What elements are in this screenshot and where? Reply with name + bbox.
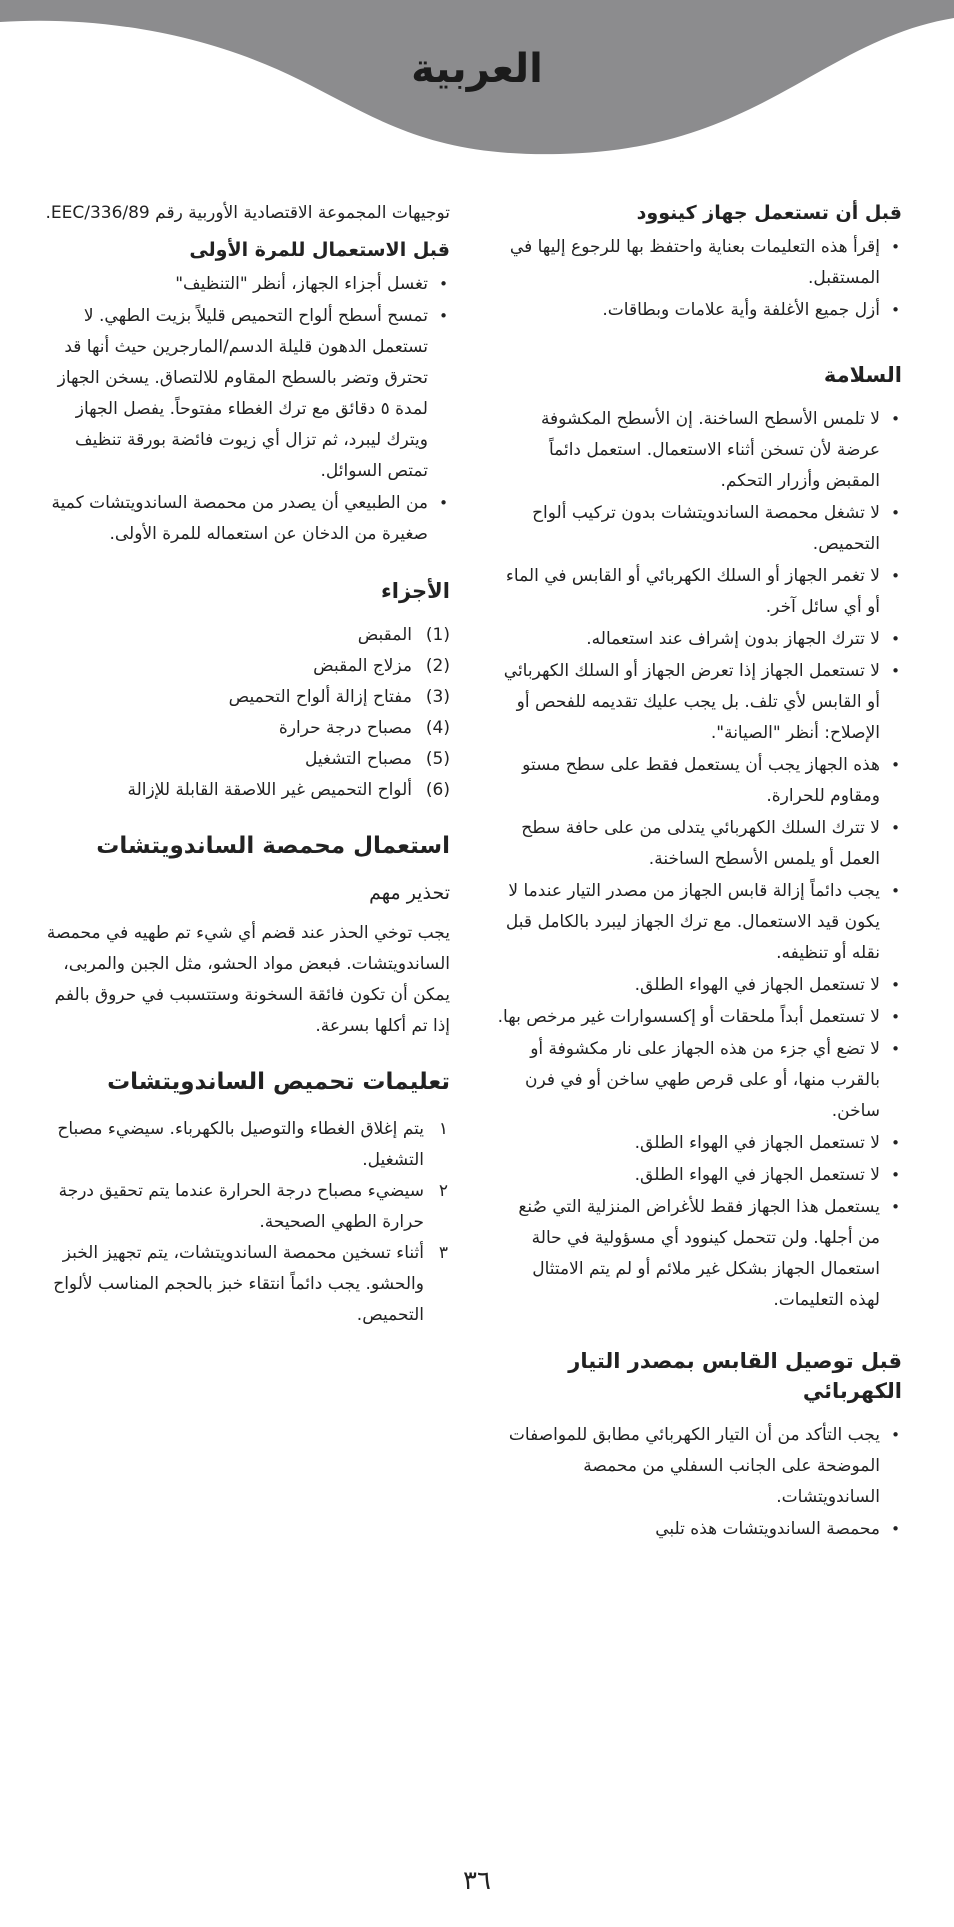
parts-list — [42, 620, 450, 806]
step-number: ٣ — [438, 1243, 448, 1263]
warning-text: يجب توخي الحذر عند قضم أي شيء تم طهيه في محمصة الساندويتشات. فبعض مواد الحشو، مثل الجبن والمربى، يمكن أن تكون فائقة السخونة وستتسبب في حروق بالفم إذا تم أكلها بسرعة. — [46, 923, 450, 1036]
list-item: • يستعمل هذا الجهاز فقط للأغراض المنزلية التي صُنع من أجلها. ولن تتحمل كينوود أي مسؤولية في حالة استعمال الجهاز بشكل غير ملائم أو لم يتم الامتثال لهذه التعليمات. — [497, 1192, 902, 1316]
list-item: • إقرأ هذه التعليمات بعناية واحتفظ بها للرجوع إليها في المستقبل. — [497, 232, 902, 294]
list-item: • لا تترك السلك الكهربائي يتدلى من على حافة سطح العمل أو يلمس الأسطح الساخنة. — [497, 813, 902, 875]
part-label: مصباح التشغيل — [305, 749, 412, 769]
before-use-list — [497, 232, 902, 326]
toasting-steps — [42, 1114, 450, 1331]
list-item: • لا تغمر الجهاز أو السلك الكهربائي أو القابس في الماء أو أي سائل آخر. — [497, 561, 902, 623]
step-item — [42, 1176, 450, 1238]
list-item: • لا تستعمل الجهاز إذا تعرض الجهاز أو السلك الكهربائي أو القابس لأي تلف. بل يجب عليك تقديمه للفحص أو الإصلاح: أنظر "الصيانة". — [497, 656, 902, 749]
list-item: • لا تضع أي جزء من هذه الجهاز على نار مكشوفة أو بالقرب منها، أو على قرص طهي ساخن أو في فرن ساخن. — [497, 1034, 902, 1127]
step-item — [42, 1238, 450, 1331]
part-number: (2) — [425, 656, 450, 676]
list-item: • أزل جميع الأغلفة وأية علامات وبطاقات. — [497, 295, 902, 326]
step-number: ١ — [438, 1119, 448, 1139]
list-item: • لا تستعمل أبداً ملحقات أو إكسسوارات غير مرخص بها. — [497, 1002, 902, 1033]
first-use-list — [42, 269, 450, 550]
part-item — [42, 682, 450, 713]
page-title: العربية — [411, 46, 543, 92]
header-banner — [0, 0, 954, 160]
part-label: مزلاج المقبض — [313, 656, 412, 676]
part-item — [42, 744, 450, 775]
parts-heading: الأجزاء — [381, 579, 450, 603]
step-text: أثناء تسخين محمصة الساندويتشات، يتم تجهيز الخبز والحشو. يجب دائماً انتقاء خبز بالحجم المناسب لألواح التحميص. — [53, 1243, 424, 1325]
warning-heading: تحذير مهم — [369, 882, 450, 904]
part-label: ألواح التحميص غير اللاصقة القابلة للإزالة — [127, 780, 412, 800]
before-use-heading: قبل أن تستعمل جهاز كينوود — [636, 202, 902, 224]
using-heading: استعمال محمصة الساندويتشات — [96, 833, 450, 859]
safety-list — [497, 404, 902, 1316]
part-item — [42, 651, 450, 682]
eec-directive-text: توجيهات المجموعة الاقتصادية الأوربية رقم EEC/336/89. — [45, 203, 450, 223]
list-item: • من الطبيعي أن يصدر من محمصة الساندويتشات كمية صغيرة من الدخان عن استعماله للمرة الأولى. — [42, 488, 450, 550]
part-label: مفتاح إزالة ألواح التحميص — [228, 687, 412, 707]
list-item: • تغسل أجزاء الجهاز، أنظر "التنظيف" — [42, 269, 450, 300]
part-item — [42, 775, 450, 806]
plug-heading: قبل توصيل القابس بمصدر التيار الكهربائي — [568, 1349, 902, 1403]
step-item — [42, 1114, 450, 1176]
part-label: مصباح درجة حرارة — [278, 718, 412, 738]
list-item: • لا تستعمل الجهاز في الهواء الطلق. — [497, 970, 902, 1001]
step-text: سيضيء مصباح درجة الحرارة عندما يتم تحقيق درجة حرارة الطهي الصحيحة. — [58, 1181, 424, 1232]
part-number: (3) — [425, 687, 450, 707]
left-column — [42, 198, 450, 1331]
part-label: المقبض — [357, 625, 412, 645]
list-item: • لا تترك الجهاز بدون إشراف عند استعماله. — [497, 624, 902, 655]
list-item: • تمسح أسطح ألواح التحميص قليلاً بزيت الطهي. لا تستعمل الدهون قليلة الدسم/المارجرين حيث أنها قد تحترق وتضر بالسطح المقاوم للالتصاق. يسخن الجهاز لمدة ٥ دقائق مع ترك الغطاء مفتوحاً. يفصل الجهاز ويترك ليبرد، ثم تزال أي زيوت فائضة بورقة تنظيف تمتص السوائل. — [42, 301, 450, 487]
list-item: • لا تلمس الأسطح الساخنة. إن الأسطح المكشوفة عرضة لأن تسخن أثناء الاستعمال. استعمل دائماً المقبض وأزرار التحكم. — [497, 404, 902, 497]
page-number: ٣٦ — [463, 1866, 491, 1896]
part-item — [42, 713, 450, 744]
safety-heading: السلامة — [823, 363, 902, 387]
step-number: ٢ — [438, 1181, 448, 1201]
list-item: • لا تشغل محمصة الساندويتشات بدون تركيب ألواح التحميص. — [497, 498, 902, 560]
list-item: • هذه الجهاز يجب أن يستعمل فقط على سطح مستو ومقاوم للحرارة. — [497, 750, 902, 812]
right-column — [497, 198, 902, 1551]
toasting-heading: تعليمات تحميص الساندويتشات — [107, 1069, 450, 1095]
list-item: • يجب التأكد من أن التيار الكهربائي مطابق للمواصفات الموضحة على الجانب السفلي من محمصة الساندويتشات. — [497, 1420, 902, 1513]
list-item: • لا تستعمل الجهاز في الهواء الطلق. — [497, 1160, 902, 1191]
part-number: (5) — [425, 749, 450, 769]
first-use-heading: قبل الاستعمال للمرة الأولى — [189, 239, 450, 261]
list-item: • يجب دائماً إزالة قابس الجهاز من مصدر التيار عندما لا يكون قيد الاستعمال. مع ترك الجهاز ليبرد بالكامل قبل نقله أو تنظيفه. — [497, 876, 902, 969]
list-item: • محمصة الساندويتشات هذه تلبي — [497, 1514, 902, 1545]
part-number: (6) — [425, 780, 450, 800]
plug-list — [497, 1420, 902, 1545]
part-number: (1) — [425, 625, 450, 645]
part-number: (4) — [425, 718, 450, 738]
part-item — [42, 620, 450, 651]
step-text: يتم إغلاق الغطاء والتوصيل بالكهرباء. سيضيء مصباح التشغيل. — [57, 1119, 424, 1170]
list-item: • لا تستعمل الجهاز في الهواء الطلق. — [497, 1128, 902, 1159]
